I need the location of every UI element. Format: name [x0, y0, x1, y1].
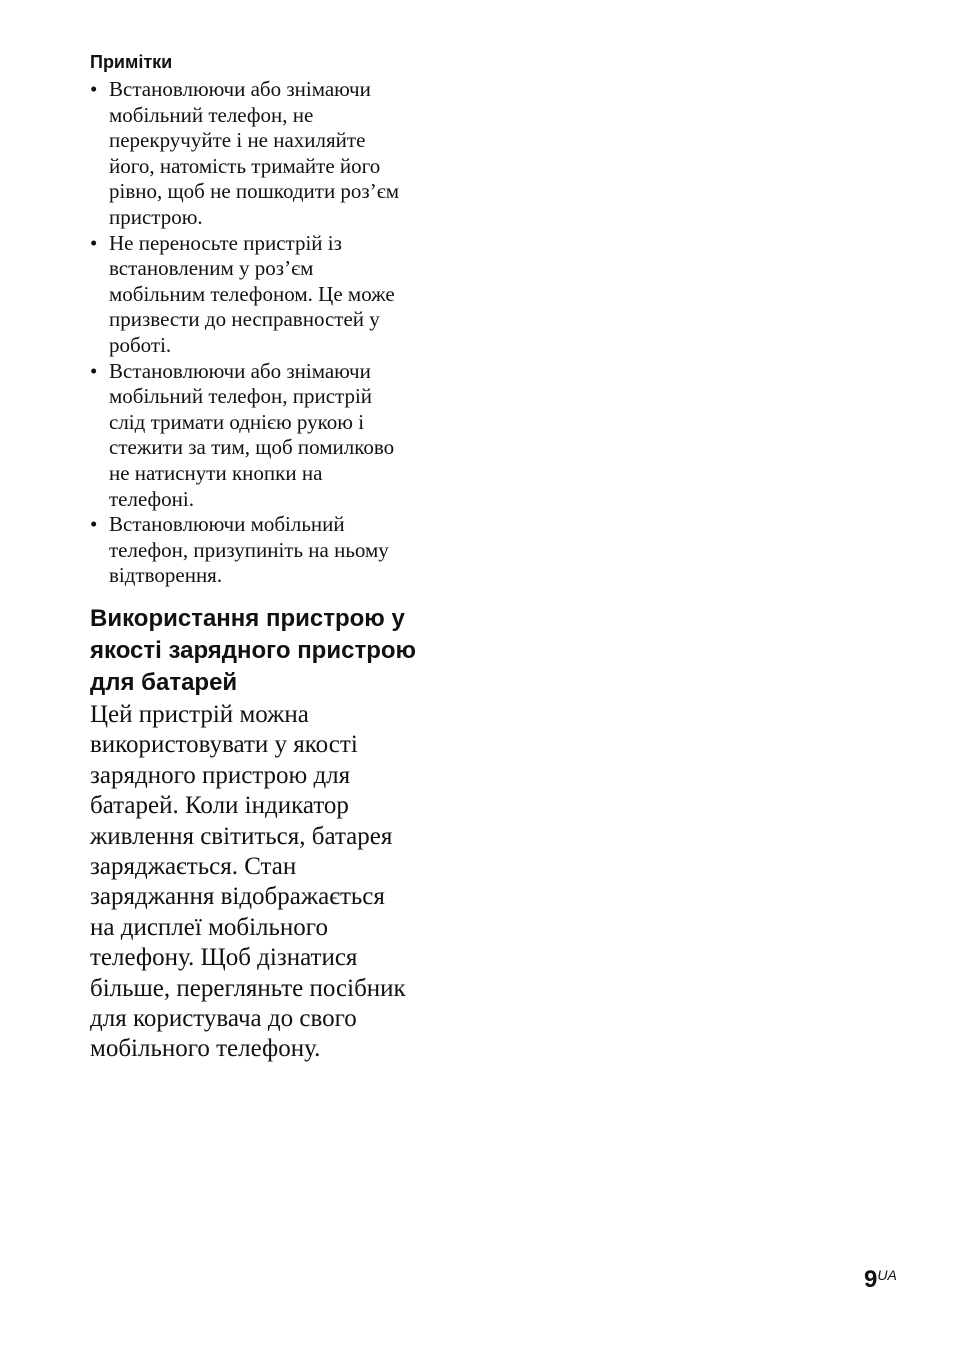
note-line: призвести до несправностей у: [109, 307, 380, 332]
bullet: •: [90, 358, 98, 383]
note-line: перекручуйте і не нахиляйте: [109, 128, 366, 153]
note-line: роботі.: [109, 332, 172, 357]
body-line: зарядного пристрою для: [90, 761, 351, 789]
notes-list: [90, 77, 450, 589]
note-line: встановленим у роз’єм: [109, 256, 314, 281]
note-line: телефон, призупиніть на ньому: [109, 537, 389, 562]
note-line: мобільний телефон, не: [109, 102, 314, 127]
note-line: мобільний телефон, пристрій: [109, 384, 373, 409]
section-body: [90, 700, 470, 1065]
bullet: •: [90, 512, 98, 537]
body-line: батарей. Коли індикатор: [90, 792, 349, 820]
section-title-line: якості зарядного пристрою: [90, 637, 417, 664]
note-line: рівно, щоб не пошкодити роз’єм: [109, 179, 400, 204]
body-line: Цей пристрій можна: [90, 701, 309, 728]
note-line: Не переносьте пристрій із: [109, 230, 342, 255]
note-item: [90, 512, 450, 589]
bullet: •: [90, 77, 98, 101]
section-title: [90, 603, 470, 699]
note-item: [90, 231, 450, 359]
page-number: [864, 1266, 897, 1294]
note-line: стежити за тим, щоб помилково: [109, 435, 395, 460]
page-language-suffix: UA: [877, 1267, 897, 1283]
body-line: мобільного телефону.: [90, 1035, 321, 1063]
body-line: живлення світиться, батарея: [90, 822, 393, 850]
notes-heading: Примітки: [90, 52, 173, 72]
body-line: телефону. Щоб дізнатися: [90, 944, 358, 972]
note-line: мобільним телефоном. Це може: [109, 281, 395, 306]
note-line: Встановлюючи або знімаючи: [109, 77, 371, 101]
note-line: не натиснути кнопки на: [109, 460, 323, 485]
body-line: заряджається. Стан: [90, 853, 297, 881]
note-item: [90, 77, 450, 231]
page-number-value: 9: [864, 1266, 877, 1293]
body-line: більше, перегляньте посібник: [90, 974, 406, 1002]
note-line: слід тримати однією рукою і: [109, 409, 365, 434]
note-line: Встановлюючи мобільний: [109, 512, 345, 537]
body-line: на дисплеї мобільного: [90, 913, 328, 941]
bullet: •: [90, 230, 98, 255]
note-line: телефоні.: [109, 486, 194, 511]
body-line: для користувача до свого: [90, 1005, 357, 1033]
body-line: використовувати у якості: [90, 731, 358, 759]
section-title-line: Використання пристрою у: [90, 605, 405, 632]
body-line: заряджання відображається: [90, 883, 385, 911]
note-line: відтворення.: [109, 563, 223, 588]
note-item: [90, 359, 450, 513]
note-line: його, натомість тримайте його: [109, 153, 381, 178]
section-title-line: для батарей: [90, 669, 238, 696]
note-line: пристрою.: [109, 204, 203, 229]
note-line: Встановлюючи або знімаючи: [109, 358, 371, 383]
